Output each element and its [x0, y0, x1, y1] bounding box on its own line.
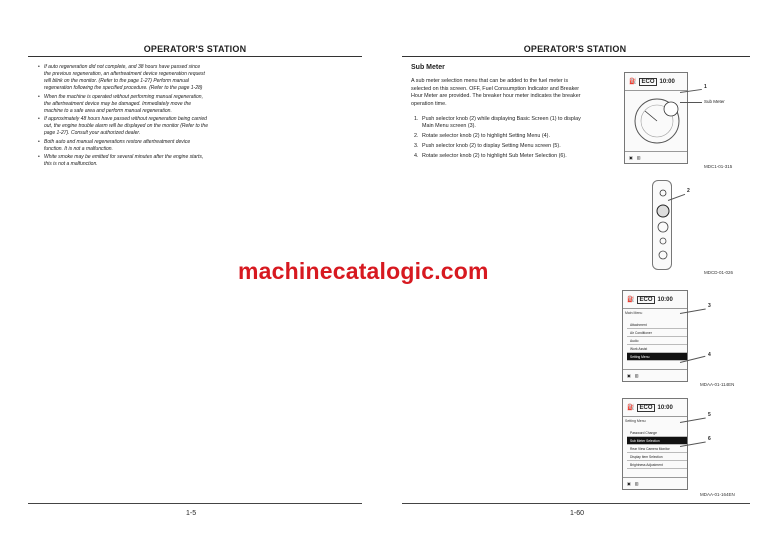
basic-screen-monitor-figure	[624, 72, 688, 164]
clock-display: 10:00	[659, 78, 675, 85]
hour-meter-icon: ▣	[627, 481, 631, 486]
note-item: • When the machine is operated without performing manual regeneration, the aftertreatment device may be damaged. Immediately move the machine to a safe area and perform manual regeneration.	[38, 94, 208, 115]
step-item: 3. Push selector knob (2) to display Setting Menu screen (5).	[414, 143, 561, 149]
hour-meter-icon: ▣	[627, 373, 631, 378]
monitor-top-bar	[623, 291, 687, 309]
left-page-number: 1-5	[186, 510, 197, 517]
step-item: 1. Push selector knob (2) while displaying Basic Screen (1) to display Main Menu screen (3).	[414, 116, 581, 129]
hour-meter-icon: ▣	[629, 155, 633, 160]
left-page-header: OPERATOR'S STATION	[143, 44, 247, 54]
monitor-bottom-bar	[625, 151, 687, 163]
eco-indicator: ECO	[639, 404, 653, 411]
selector-knob-icon	[653, 181, 673, 271]
monitor-top-bar	[625, 73, 687, 91]
sub-meter-label: Sub Meter	[704, 99, 725, 104]
steps-list	[414, 116, 584, 163]
fuel-pump-icon: ⛽	[629, 79, 637, 85]
callout-3: 3	[708, 303, 711, 309]
clock-display: 10:00	[657, 296, 673, 303]
section-title: Sub Meter	[411, 64, 445, 71]
fuel-meter-icon: ▥	[636, 155, 641, 160]
section-intro: A sub meter selection menu that can be added to the fuel meter is selected on this screen. OFF, Fuel Consumption Indicator and Breaker Hour Meter are provided. The breaker hour meter indicates the breaker operation time.	[411, 78, 581, 107]
menu-item-air-conditioner[interactable]: Air Conditioner	[627, 329, 687, 337]
right-footer-rule	[402, 503, 750, 504]
left-header-rule	[28, 56, 362, 57]
right-header-rule	[402, 56, 750, 57]
menu-title: Main Menu	[625, 311, 643, 315]
right-page-number: 1-60	[570, 510, 585, 517]
eco-indicator: ECO	[639, 296, 653, 303]
fuel-meter-icon: ▥	[634, 481, 639, 486]
note-item: • If approximately 48 hours have passed without regeneration being carried out, the engine trouble alarm will be displayed on the monitor (Refer to the page 1-27). Consult your authorized dealer.	[38, 116, 208, 137]
callout-5: 5	[708, 412, 711, 418]
selector-knob-figure	[652, 180, 672, 270]
left-footer-rule	[28, 503, 362, 504]
watermark: machinecatalogic.com	[238, 258, 489, 284]
setting-menu-monitor-figure	[622, 398, 688, 490]
menu-item-password-change[interactable]: Password Change	[627, 429, 687, 437]
gauge-dial-icon	[631, 95, 683, 145]
callout-4: 4	[708, 352, 711, 358]
note-item: • White smoke may be emitted for several minutes after the engine starts, this is not a malfunction.	[38, 154, 208, 168]
monitor-top-bar	[623, 399, 687, 417]
callout-6: 6	[708, 436, 711, 442]
right-page-header: OPERATOR'S STATION	[523, 44, 627, 54]
menu-item-sub-meter-selection[interactable]: Sub Meter Selection	[627, 437, 687, 445]
monitor-bottom-bar	[623, 477, 687, 489]
step-item: 4. Rotate selector knob (2) to highlight Sub Meter Selection (6).	[414, 153, 567, 159]
eco-indicator: ECO	[641, 78, 655, 85]
fuel-pump-icon: ⛽	[627, 405, 635, 411]
clock-display: 10:00	[657, 404, 673, 411]
menu-item-display-item-selection[interactable]: Display Item Selection	[627, 453, 687, 461]
note-item: • If auto regeneration did not complete, and 38 hours have passed since the previous regeneration, an aftertreatment device regeneration request will blink on the monitor. (Refer to the page 1-27) Perform manual regeneration following the specified procedure. (Refer to the page 1-28)	[38, 64, 208, 92]
fuel-pump-icon: ⛽	[627, 297, 635, 303]
figure-caption: MDAA-01-114EN	[700, 382, 735, 387]
callout-2: 2	[687, 188, 690, 194]
step-item: 2. Rotate selector knob (2) to highlight Setting Menu (4).	[414, 133, 550, 139]
menu-item-attachment[interactable]: Attachment	[627, 321, 687, 329]
callout-1: 1	[704, 84, 707, 90]
figure-caption: MDCD-01-026	[704, 270, 734, 275]
menu-item-setting-menu[interactable]: Setting Menu	[627, 353, 687, 361]
figure-caption: MDC1-01-315	[704, 164, 733, 169]
figure-caption: MDAA-01-164EN	[700, 492, 735, 497]
menu-item-rear-view-camera-monitor[interactable]: Rear View Camera Monitor	[627, 445, 687, 453]
left-notes-list	[38, 64, 208, 170]
menu-item-brightness-adjustment[interactable]: Brightness Adjustment	[627, 461, 687, 469]
monitor-bottom-bar	[623, 369, 687, 381]
menu-item-work-assist[interactable]: Work Assist	[627, 345, 687, 353]
fuel-meter-icon: ▥	[634, 373, 639, 378]
main-menu-monitor-figure	[622, 290, 688, 382]
note-item: • Both auto and manual regenerations restore aftertreatment device function. It is not a malfunction.	[38, 139, 208, 153]
callout-leader	[680, 102, 702, 103]
menu-title: Setting Menu	[625, 419, 646, 423]
menu-item-audio[interactable]: Audio	[627, 337, 687, 345]
